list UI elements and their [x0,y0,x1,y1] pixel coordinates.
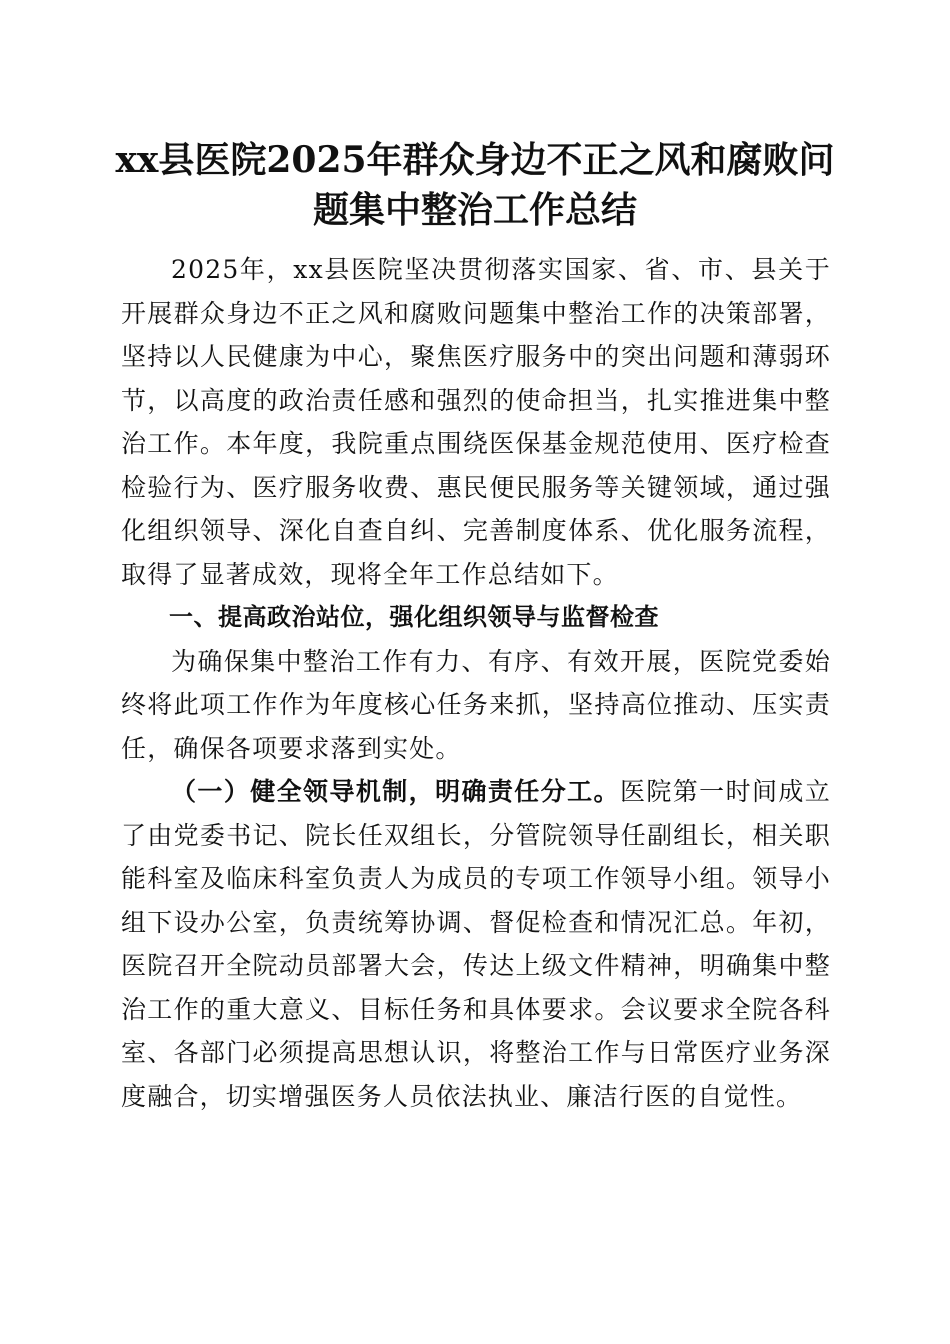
section-1-heading: 一、提高政治站位，强化组织领导与监督检查 [169,603,659,631]
title-line-1: xx县医院2025年群众身边不正之风和腐败问 [115,139,835,181]
subsection-1-text: 医院第一时间成立了由党委书记、院长任双组长，分管院领导任副组长，相关职能科室及临床科室负责人为成员的专项工作领导小组。领导小组下设办公室，负责统筹协调、督促检查和情况汇总。年初，医院召开全院动员部署大会，传达上级文件精神，明确集中整治工作的重大意义、目标任务和具体要求。会议要求全院各科室、各部门必须提高思想认识，将整治工作与日常医疗业务深度融合，切实增强医务人员依法执业、廉洁行医的自觉性。 [121,777,831,1111]
title-line-2: 题集中整治工作总结 [312,189,637,231]
subsection-1-lead: （一）健全领导机制，明确责任分工。 [171,777,620,806]
subsection-1-paragraph [121,770,831,1118]
document-body [121,248,831,1118]
document-title [100,135,850,235]
intro-paragraph: 2025年，xx县医院坚决贯彻落实国家、省、市、县关于开展群众身边不正之风和腐败问题集中整治工作的决策部署，坚持以人民健康为中心，聚焦医疗服务中的突出问题和薄弱环节，以高度的政治责任感和强烈的使命担当，扎实推进集中整治工作。本年度，我院重点围绕医保基金规范使用、医疗检查检验行为、医疗服务收费、惠民便民服务等关键领域，通过强化组织领导、深化自查自纠、完善制度体系、优化服务流程，取得了显著成效，现将全年工作总结如下。 [121,255,831,589]
section-1-paragraph: 为确保集中整治工作有力、有序、有效开展，医院党委始终将此项工作作为年度核心任务来抓，坚持高位推动、压实责任，确保各项要求落到实处。 [121,646,831,763]
